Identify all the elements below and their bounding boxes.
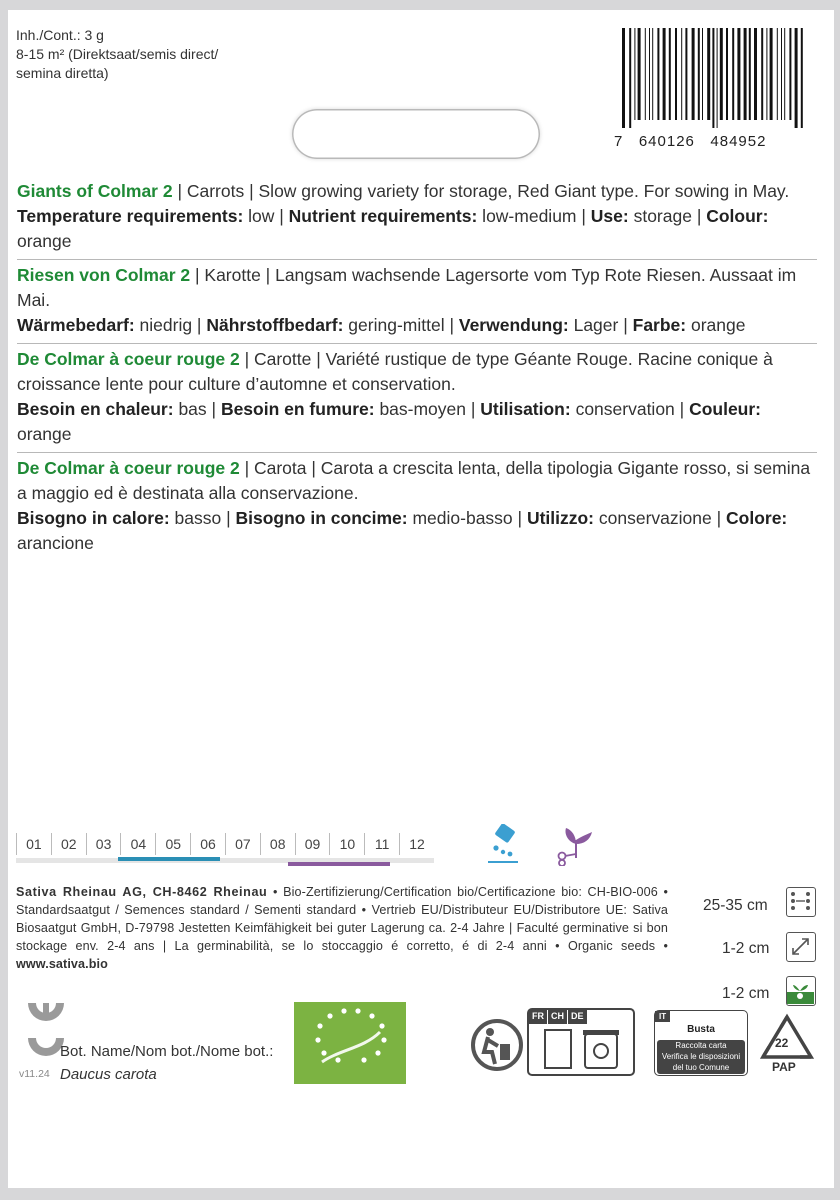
- content-area: 8-15 m² (Direktsaat/semis direct/: [16, 46, 219, 62]
- row-spacing-value: 25-35 cm: [703, 897, 768, 914]
- description-block: [17, 453, 817, 561]
- month-06: 06: [190, 833, 225, 855]
- attribute-value: medio-basso |: [407, 508, 527, 528]
- attribute-value: orange: [17, 424, 72, 444]
- attribute-value: niedrig |: [134, 315, 207, 335]
- company-website[interactable]: www.sativa.bio: [16, 957, 108, 971]
- plant-spacing-icon: [786, 932, 816, 962]
- attribute-value: gering-mittel |: [343, 315, 459, 335]
- attribute-key: Verwendung:: [458, 315, 569, 335]
- company-details: • Bio-Zertifizierung/Certification bio/Certificazione bio: CH-BIO-006 • Standardsaatgut / Semences standard / Sementi standard • Vertrieb EU/Distributeur EU/Distributore UE: Sativa Biosaatgut GmbH, D-79798 Jestetten Keimfähigkeit bei guter Lagerung ca. 2-4 Jahre | Faculté germinative si bon stockage env. 2-4 ans | La germinabilità, se lo stoccaggio é corretto, é di 2-4 anni • Organic seeds •: [16, 885, 668, 953]
- description-line: [17, 347, 817, 397]
- variety-description: | Carota | Carota a crescita lenta, della tipologia Gigante rosso, si semina a maggio ed è destinata alla conservazione.: [17, 458, 811, 503]
- attribute-value: low-medium |: [477, 206, 591, 226]
- country-fr: FR: [529, 1010, 547, 1024]
- month-11: 11: [364, 833, 399, 855]
- attribute-key: Nährstoffbedarf:: [206, 315, 344, 335]
- attribute-value: conservazione |: [594, 508, 726, 528]
- plant-spacing-value: 1-2 cm: [722, 940, 770, 957]
- variety-name: De Colmar à coeur rouge 2: [17, 458, 240, 478]
- company-name: Sativa Rheinau AG, CH-8462 Rheinau: [16, 885, 268, 899]
- attributes-line: [17, 313, 817, 338]
- botanical-value: Daucus carota: [60, 1066, 157, 1083]
- barcode-number: 7 640126 484952: [614, 133, 767, 150]
- botanical-name: [60, 1040, 273, 1086]
- month-08: 08: [260, 833, 295, 855]
- sowing-icon: [486, 824, 520, 868]
- content-info: [16, 26, 218, 83]
- disposal-info-fr-ch-de: [527, 1008, 635, 1076]
- description-line: [17, 179, 817, 204]
- hang-slot: [292, 109, 540, 159]
- raccolta-line3: del tuo Comune: [672, 1063, 730, 1072]
- content-weight: Inh./Cont.: 3 g: [16, 27, 104, 43]
- attribute-value: storage |: [628, 206, 707, 226]
- month-04: 04: [120, 833, 155, 855]
- disposal-info-it: [654, 1010, 748, 1076]
- attribute-key: Utilizzo:: [526, 508, 595, 528]
- attribute-key: Wärmebedarf:: [17, 315, 135, 335]
- barcode: [614, 28, 832, 148]
- variety-description: | Karotte | Langsam wachsende Lagersorte vom Typ Rote Riesen. Aussaat im Mai.: [17, 265, 797, 310]
- raccolta-line1: Raccolta carta: [675, 1041, 727, 1050]
- tooth-icon: [26, 1003, 66, 1025]
- description-line: [17, 456, 817, 506]
- attribute-value: basso |: [169, 508, 236, 528]
- botanical-label: Bot. Name/Nom bot./Nome bot.:: [60, 1043, 274, 1060]
- description-block: [17, 260, 817, 344]
- attribute-value: bas |: [173, 399, 221, 419]
- description-line: [17, 263, 817, 313]
- busta-label: Busta: [687, 1024, 715, 1035]
- paper-bag-icon: [545, 1030, 571, 1068]
- pap-number: 22: [775, 1036, 789, 1050]
- month-05: 05: [155, 833, 190, 855]
- month-12: 12: [399, 833, 434, 855]
- sowing-period-bar: [118, 857, 220, 861]
- description-block: [17, 344, 817, 453]
- month-01: 01: [16, 833, 51, 855]
- country-it: IT: [655, 1011, 670, 1022]
- variety-description: | Carotte | Variété rustique de type Géante Rouge. Racine conique à croissance lente pour culture d’automne et conservation.: [17, 349, 773, 394]
- attribute-value: low |: [243, 206, 289, 226]
- content-area-cont: semina diretta): [16, 65, 109, 81]
- attribute-key: Couleur:: [689, 399, 762, 419]
- month-03: 03: [86, 833, 121, 855]
- row-spacing-icon: [786, 887, 816, 917]
- harvest-period-bar: [288, 862, 390, 866]
- barcode-bars: [614, 28, 832, 128]
- sowing-depth-icon: [786, 976, 816, 1006]
- attribute-key: Utilisation:: [480, 399, 571, 419]
- attribute-value: bas-moyen |: [374, 399, 481, 419]
- attribute-key: Farbe:: [632, 315, 687, 335]
- attribute-value: conservation |: [570, 399, 690, 419]
- country-de: DE: [568, 1010, 587, 1024]
- attribute-key: Besoin en fumure:: [220, 399, 375, 419]
- eu-organic-logo: [294, 1002, 406, 1084]
- attribute-key: Bisogno in calore:: [17, 508, 170, 528]
- variety-descriptions: [17, 176, 817, 561]
- attribute-key: Bisogno in concime:: [235, 508, 408, 528]
- attribute-value: Lager |: [568, 315, 633, 335]
- attribute-key: Nutrient requirements:: [288, 206, 478, 226]
- month-row: [16, 833, 434, 855]
- variety-description: | Carrots | Slow growing variety for storage, Red Giant type. For sowing in May.: [172, 181, 790, 201]
- company-info: [16, 883, 668, 973]
- attribute-key: Use:: [590, 206, 629, 226]
- attribute-key: Besoin en chaleur:: [17, 399, 174, 419]
- month-10: 10: [329, 833, 364, 855]
- month-09: 09: [295, 833, 330, 855]
- variety-name: De Colmar à coeur rouge 2: [17, 349, 240, 369]
- attribute-key: Temperature requirements:: [17, 206, 244, 226]
- tidyman-recycling-icon: [470, 1018, 524, 1072]
- attribute-key: Colour:: [706, 206, 769, 226]
- variety-name: Riesen von Colmar 2: [17, 265, 191, 285]
- harvest-icon: [554, 822, 598, 866]
- raccolta-line2: Verifica le disposizioni: [661, 1052, 741, 1061]
- attributes-line: [17, 204, 817, 254]
- attribute-key: Colore:: [726, 508, 788, 528]
- variety-name: Giants of Colmar 2: [17, 181, 173, 201]
- bin-icon: [585, 1034, 617, 1068]
- description-block: [17, 176, 817, 260]
- attributes-line: [17, 397, 817, 447]
- month-02: 02: [51, 833, 86, 855]
- version-label: v11.24: [19, 1068, 50, 1080]
- month-07: 07: [225, 833, 260, 855]
- attribute-value: orange: [17, 231, 72, 251]
- sowing-calendar: [16, 833, 434, 863]
- pap-label: PAP: [772, 1060, 796, 1074]
- country-ch: CH: [548, 1010, 567, 1024]
- sowing-depth-value: 1-2 cm: [722, 985, 770, 1002]
- attribute-value: orange: [686, 315, 746, 335]
- attributes-line: [17, 506, 817, 556]
- attribute-value: arancione: [17, 533, 94, 553]
